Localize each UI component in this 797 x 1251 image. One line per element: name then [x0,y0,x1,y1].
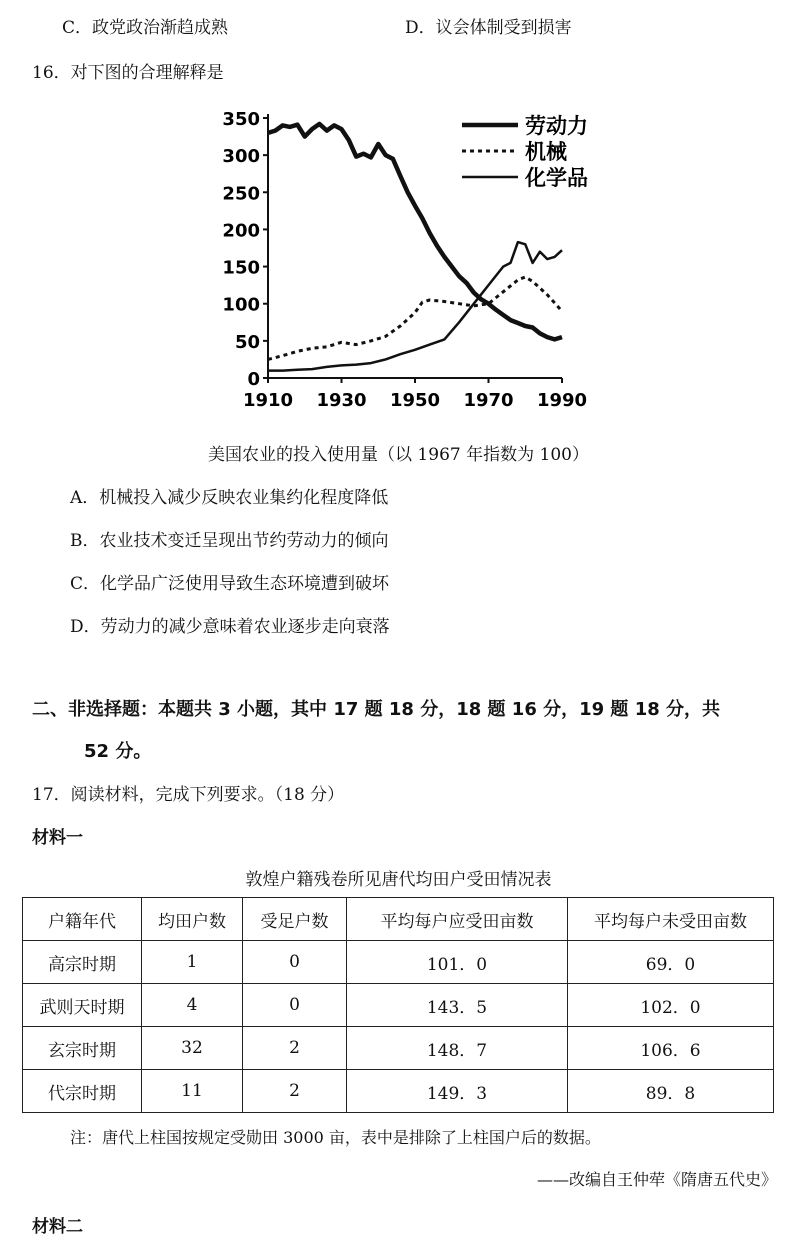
table-cell: 149．3 [347,1070,568,1113]
table-header: 受足户数 [243,898,347,941]
option-b: B．农业技术变迁呈现出节约劳动力的倾向 [70,531,389,551]
question-16-stem: 16．对下图的合理解释是 [32,63,224,83]
y-tick-label: 200 [222,220,260,242]
table-cell: 0 [243,984,347,1027]
table-cell: 代宗时期 [23,1070,142,1113]
x-tick-label: 1930 [316,390,367,411]
line-chart [200,100,620,420]
table-header: 平均每户应受田亩数 [347,898,568,941]
table-cell: 11 [142,1070,243,1113]
table-header: 平均每户未受田亩数 [568,898,774,941]
series-line [268,124,562,340]
y-tick-label: 50 [234,331,260,353]
legend-label: 化学品 [525,166,588,190]
table-cell: 2 [243,1027,347,1070]
table-row [23,941,774,984]
legend-label: 劳动力 [525,114,588,138]
table-cell: 2 [243,1070,347,1113]
land-table [22,897,774,1113]
x-tick-label: 1910 [242,390,294,411]
table-row [23,1070,774,1113]
y-tick-label: 300 [222,146,260,168]
source-citation: ——改编自王仲荦《隋唐五代史》 [536,1170,777,1189]
table-cell: 4 [142,984,243,1027]
table-cell: 1 [142,941,243,984]
material-2-label: 材料二 [32,1217,83,1237]
table-note: 注：唐代上柱国按规定受勋田 3000 亩，表中是排除了上柱国户后的数据。 [70,1128,601,1147]
x-tick-label: 1990 [536,390,588,411]
table-header: 户籍年代 [23,898,142,941]
option-c-prev: C．政党政治渐趋成熟 [62,18,229,38]
table-cell: 玄宗时期 [23,1027,142,1070]
x-tick-label: 1970 [463,390,514,411]
table-row [23,984,774,1027]
option-d-prev: D．议会体制受到损害 [405,18,572,38]
table-cell: 武则天时期 [23,984,142,1027]
table-cell: 69．0 [568,941,774,984]
table-header-row [23,898,774,941]
question-17-stem: 17．阅读材料，完成下列要求。（18 分） [32,785,345,805]
table-cell: 高宗时期 [23,941,142,984]
y-tick-label: 350 [222,109,260,130]
table-header: 均田户数 [142,898,243,941]
table-cell: 101．0 [347,941,568,984]
y-tick-label: 150 [222,257,260,279]
option-d: D．劳动力的减少意味着农业逐步走向衰落 [70,617,390,637]
table-cell: 89．8 [568,1070,774,1113]
section-heading: 二、非选择题：本题共 3 小题，其中 17 题 18 分，18 题 16 分，19 题 18 分，共 [32,699,721,720]
table-cell: 102．0 [568,984,774,1027]
y-tick-label: 250 [222,183,260,205]
table-cell: 148．7 [347,1027,568,1070]
chart-series [268,124,562,371]
table-cell: 32 [142,1027,243,1070]
y-tick-label: 100 [222,294,260,316]
material-1-label: 材料一 [32,828,83,848]
table-title: 敦煌户籍残卷所见唐代均田户受田情况表 [245,870,552,890]
option-a: A．机械投入减少反映农业集约化程度降低 [70,488,389,508]
series-line [268,277,562,359]
table-row [23,1027,774,1070]
table-cell: 106．6 [568,1027,774,1070]
x-tick-label: 1950 [389,390,441,411]
section-heading-cont: 52 分。 [84,741,152,762]
chart-legend [462,114,588,190]
chart-caption: 美国农业的投入使用量（以 1967 年指数为 100） [208,445,589,465]
series-line [268,242,562,371]
y-tick-label: 0 [247,369,260,390]
table-cell: 143．5 [347,984,568,1027]
option-c: C．化学品广泛使用导致生态环境遭到破坏 [70,574,390,594]
legend-label: 机械 [525,140,567,164]
table-cell: 0 [243,941,347,984]
